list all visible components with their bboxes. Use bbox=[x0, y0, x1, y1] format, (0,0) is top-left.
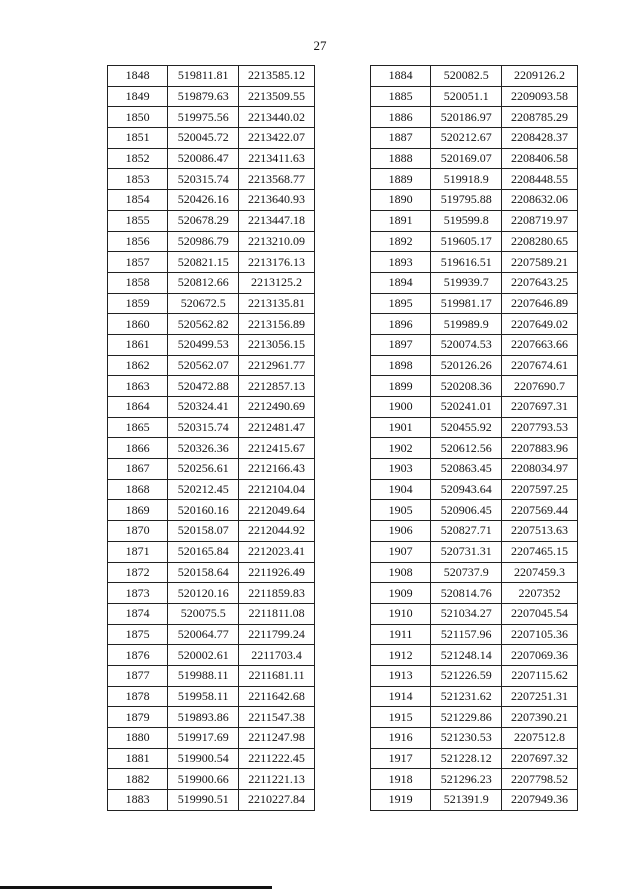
y-coordinate-cell: 2212481.47 bbox=[239, 417, 315, 438]
table-row bbox=[108, 272, 315, 293]
table-row bbox=[108, 107, 315, 128]
x-coordinate-cell: 520241.01 bbox=[431, 397, 502, 418]
y-coordinate-cell: 2213568.77 bbox=[239, 169, 315, 190]
table-row bbox=[108, 355, 315, 376]
point-number-cell: 1910 bbox=[371, 603, 431, 624]
y-coordinate-cell: 2208280.65 bbox=[502, 231, 578, 252]
table-row bbox=[371, 148, 578, 169]
table-row bbox=[108, 376, 315, 397]
x-coordinate-cell: 520315.74 bbox=[168, 417, 239, 438]
y-coordinate-cell: 2211221.13 bbox=[239, 769, 315, 790]
point-number-cell: 1873 bbox=[108, 583, 168, 604]
table-row bbox=[108, 417, 315, 438]
table-row bbox=[371, 397, 578, 418]
table-row bbox=[371, 479, 578, 500]
point-number-cell: 1866 bbox=[108, 438, 168, 459]
y-coordinate-cell: 2211926.49 bbox=[239, 562, 315, 583]
point-number-cell: 1857 bbox=[108, 252, 168, 273]
table-row bbox=[371, 86, 578, 107]
y-coordinate-cell: 2207513.63 bbox=[502, 521, 578, 542]
point-number-cell: 1893 bbox=[371, 252, 431, 273]
y-coordinate-cell: 2213156.89 bbox=[239, 314, 315, 335]
point-number-cell: 1891 bbox=[371, 210, 431, 231]
y-coordinate-cell: 2211222.45 bbox=[239, 748, 315, 769]
table-row bbox=[108, 86, 315, 107]
y-coordinate-cell: 2207390.21 bbox=[502, 707, 578, 728]
point-number-cell: 1859 bbox=[108, 293, 168, 314]
y-coordinate-cell: 2213411.63 bbox=[239, 148, 315, 169]
table-row bbox=[108, 645, 315, 666]
table-row bbox=[371, 624, 578, 645]
x-coordinate-cell: 519917.69 bbox=[168, 728, 239, 749]
x-coordinate-cell: 520814.76 bbox=[431, 583, 502, 604]
x-coordinate-cell: 521230.53 bbox=[431, 728, 502, 749]
table-row bbox=[108, 603, 315, 624]
table-row bbox=[371, 417, 578, 438]
table-row bbox=[108, 231, 315, 252]
point-number-cell: 1907 bbox=[371, 541, 431, 562]
x-coordinate-cell: 520075.5 bbox=[168, 603, 239, 624]
table-row bbox=[371, 252, 578, 273]
y-coordinate-cell: 2207883.96 bbox=[502, 438, 578, 459]
table-row bbox=[371, 66, 578, 87]
x-coordinate-cell: 520326.36 bbox=[168, 438, 239, 459]
x-coordinate-cell: 519879.63 bbox=[168, 86, 239, 107]
y-coordinate-cell: 2212044.92 bbox=[239, 521, 315, 542]
table-row bbox=[108, 314, 315, 335]
x-coordinate-cell: 520045.72 bbox=[168, 128, 239, 149]
point-number-cell: 1867 bbox=[108, 459, 168, 480]
table-row bbox=[108, 190, 315, 211]
y-coordinate-cell: 2213210.09 bbox=[239, 231, 315, 252]
x-coordinate-cell: 520324.41 bbox=[168, 397, 239, 418]
x-coordinate-cell: 520169.07 bbox=[431, 148, 502, 169]
point-number-cell: 1888 bbox=[371, 148, 431, 169]
y-coordinate-cell: 2208448.55 bbox=[502, 169, 578, 190]
table-row bbox=[108, 397, 315, 418]
x-coordinate-cell: 519900.54 bbox=[168, 748, 239, 769]
coordinates-table-left bbox=[107, 65, 315, 811]
x-coordinate-cell: 519893.86 bbox=[168, 707, 239, 728]
y-coordinate-cell: 2209093.58 bbox=[502, 86, 578, 107]
point-number-cell: 1883 bbox=[108, 790, 168, 811]
x-coordinate-cell: 520212.45 bbox=[168, 479, 239, 500]
x-coordinate-cell: 520678.29 bbox=[168, 210, 239, 231]
y-coordinate-cell: 2213640.93 bbox=[239, 190, 315, 211]
point-number-cell: 1856 bbox=[108, 231, 168, 252]
y-coordinate-cell: 2207697.31 bbox=[502, 397, 578, 418]
y-coordinate-cell: 2207674.61 bbox=[502, 355, 578, 376]
table-row bbox=[108, 479, 315, 500]
table-row bbox=[371, 707, 578, 728]
table-row bbox=[108, 210, 315, 231]
y-coordinate-cell: 2213056.15 bbox=[239, 334, 315, 355]
table-row bbox=[108, 707, 315, 728]
table-row bbox=[108, 500, 315, 521]
point-number-cell: 1913 bbox=[371, 665, 431, 686]
point-number-cell: 1919 bbox=[371, 790, 431, 811]
x-coordinate-cell: 520426.16 bbox=[168, 190, 239, 211]
y-coordinate-cell: 2207690.7 bbox=[502, 376, 578, 397]
y-coordinate-cell: 2212961.77 bbox=[239, 355, 315, 376]
table-row bbox=[371, 769, 578, 790]
y-coordinate-cell: 2208719.97 bbox=[502, 210, 578, 231]
point-number-cell: 1892 bbox=[371, 231, 431, 252]
point-number-cell: 1872 bbox=[108, 562, 168, 583]
table-row bbox=[371, 665, 578, 686]
y-coordinate-cell: 2208785.29 bbox=[502, 107, 578, 128]
point-number-cell: 1868 bbox=[108, 479, 168, 500]
y-coordinate-cell: 2213135.81 bbox=[239, 293, 315, 314]
point-number-cell: 1852 bbox=[108, 148, 168, 169]
point-number-cell: 1906 bbox=[371, 521, 431, 542]
y-coordinate-cell: 2208428.37 bbox=[502, 128, 578, 149]
table-row bbox=[371, 583, 578, 604]
x-coordinate-cell: 520064.77 bbox=[168, 624, 239, 645]
x-coordinate-cell: 521229.86 bbox=[431, 707, 502, 728]
point-number-cell: 1898 bbox=[371, 355, 431, 376]
point-number-cell: 1908 bbox=[371, 562, 431, 583]
point-number-cell: 1916 bbox=[371, 728, 431, 749]
y-coordinate-cell: 2211681.11 bbox=[239, 665, 315, 686]
table-row bbox=[371, 438, 578, 459]
y-coordinate-cell: 2207589.21 bbox=[502, 252, 578, 273]
table-row bbox=[108, 66, 315, 87]
x-coordinate-cell: 520827.71 bbox=[431, 521, 502, 542]
table-row bbox=[371, 541, 578, 562]
footer-rule bbox=[0, 886, 272, 889]
table-row bbox=[108, 252, 315, 273]
point-number-cell: 1855 bbox=[108, 210, 168, 231]
table-row bbox=[108, 541, 315, 562]
table-row bbox=[108, 748, 315, 769]
y-coordinate-cell: 2213585.12 bbox=[239, 66, 315, 87]
y-coordinate-cell: 2207352 bbox=[502, 583, 578, 604]
y-coordinate-cell: 2213422.07 bbox=[239, 128, 315, 149]
x-coordinate-cell: 519605.17 bbox=[431, 231, 502, 252]
x-coordinate-cell: 520120.16 bbox=[168, 583, 239, 604]
x-coordinate-cell: 520158.64 bbox=[168, 562, 239, 583]
point-number-cell: 1895 bbox=[371, 293, 431, 314]
x-coordinate-cell: 520612.56 bbox=[431, 438, 502, 459]
table-row bbox=[371, 748, 578, 769]
point-number-cell: 1887 bbox=[371, 128, 431, 149]
y-coordinate-cell: 2213440.02 bbox=[239, 107, 315, 128]
point-number-cell: 1854 bbox=[108, 190, 168, 211]
point-number-cell: 1909 bbox=[371, 583, 431, 604]
y-coordinate-cell: 2211547.38 bbox=[239, 707, 315, 728]
x-coordinate-cell: 520986.79 bbox=[168, 231, 239, 252]
y-coordinate-cell: 2211642.68 bbox=[239, 686, 315, 707]
table-row bbox=[371, 376, 578, 397]
x-coordinate-cell: 521157.96 bbox=[431, 624, 502, 645]
point-number-cell: 1849 bbox=[108, 86, 168, 107]
table-row bbox=[371, 190, 578, 211]
point-number-cell: 1890 bbox=[371, 190, 431, 211]
y-coordinate-cell: 2208406.58 bbox=[502, 148, 578, 169]
point-number-cell: 1917 bbox=[371, 748, 431, 769]
y-coordinate-cell: 2207649.02 bbox=[502, 314, 578, 335]
table-row bbox=[371, 603, 578, 624]
table-row bbox=[108, 293, 315, 314]
x-coordinate-cell: 520212.67 bbox=[431, 128, 502, 149]
x-coordinate-cell: 519795.88 bbox=[431, 190, 502, 211]
x-coordinate-cell: 520002.61 bbox=[168, 645, 239, 666]
x-coordinate-cell: 520672.5 bbox=[168, 293, 239, 314]
x-coordinate-cell: 520074.53 bbox=[431, 334, 502, 355]
point-number-cell: 1900 bbox=[371, 397, 431, 418]
table-row bbox=[371, 293, 578, 314]
table-row bbox=[371, 314, 578, 335]
coordinates-table-right bbox=[370, 65, 578, 811]
table-row bbox=[108, 769, 315, 790]
x-coordinate-cell: 520906.45 bbox=[431, 500, 502, 521]
x-coordinate-cell: 521248.14 bbox=[431, 645, 502, 666]
x-coordinate-cell: 519599.8 bbox=[431, 210, 502, 231]
y-coordinate-cell: 2213447.18 bbox=[239, 210, 315, 231]
x-coordinate-cell: 521231.62 bbox=[431, 686, 502, 707]
y-coordinate-cell: 2207465.15 bbox=[502, 541, 578, 562]
point-number-cell: 1880 bbox=[108, 728, 168, 749]
table-row bbox=[371, 355, 578, 376]
y-coordinate-cell: 2212415.67 bbox=[239, 438, 315, 459]
point-number-cell: 1884 bbox=[371, 66, 431, 87]
table-row bbox=[108, 521, 315, 542]
point-number-cell: 1882 bbox=[108, 769, 168, 790]
point-number-cell: 1862 bbox=[108, 355, 168, 376]
x-coordinate-cell: 520562.82 bbox=[168, 314, 239, 335]
x-coordinate-cell: 519958.11 bbox=[168, 686, 239, 707]
x-coordinate-cell: 519988.11 bbox=[168, 665, 239, 686]
x-coordinate-cell: 520082.5 bbox=[431, 66, 502, 87]
point-number-cell: 1861 bbox=[108, 334, 168, 355]
point-number-cell: 1918 bbox=[371, 769, 431, 790]
table-row bbox=[108, 438, 315, 459]
x-coordinate-cell: 520499.53 bbox=[168, 334, 239, 355]
table-row bbox=[108, 665, 315, 686]
x-coordinate-cell: 520737.9 bbox=[431, 562, 502, 583]
point-number-cell: 1911 bbox=[371, 624, 431, 645]
point-number-cell: 1881 bbox=[108, 748, 168, 769]
table-row bbox=[371, 334, 578, 355]
table-row bbox=[108, 334, 315, 355]
x-coordinate-cell: 519918.9 bbox=[431, 169, 502, 190]
y-coordinate-cell: 2207949.36 bbox=[502, 790, 578, 811]
table-row bbox=[371, 169, 578, 190]
x-coordinate-cell: 520126.26 bbox=[431, 355, 502, 376]
table-row bbox=[371, 645, 578, 666]
point-number-cell: 1904 bbox=[371, 479, 431, 500]
x-coordinate-cell: 520165.84 bbox=[168, 541, 239, 562]
point-number-cell: 1886 bbox=[371, 107, 431, 128]
table-row bbox=[108, 686, 315, 707]
x-coordinate-cell: 519990.51 bbox=[168, 790, 239, 811]
point-number-cell: 1876 bbox=[108, 645, 168, 666]
point-number-cell: 1877 bbox=[108, 665, 168, 686]
y-coordinate-cell: 2207069.36 bbox=[502, 645, 578, 666]
y-coordinate-cell: 2211811.08 bbox=[239, 603, 315, 624]
table-row bbox=[371, 728, 578, 749]
x-coordinate-cell: 519975.56 bbox=[168, 107, 239, 128]
point-number-cell: 1860 bbox=[108, 314, 168, 335]
table-row bbox=[108, 624, 315, 645]
y-coordinate-cell: 2212049.64 bbox=[239, 500, 315, 521]
table-row bbox=[371, 231, 578, 252]
y-coordinate-cell: 2213509.55 bbox=[239, 86, 315, 107]
x-coordinate-cell: 520256.61 bbox=[168, 459, 239, 480]
x-coordinate-cell: 521296.23 bbox=[431, 769, 502, 790]
y-coordinate-cell: 2208632.06 bbox=[502, 190, 578, 211]
x-coordinate-cell: 519900.66 bbox=[168, 769, 239, 790]
point-number-cell: 1878 bbox=[108, 686, 168, 707]
x-coordinate-cell: 519811.81 bbox=[168, 66, 239, 87]
table-row bbox=[108, 562, 315, 583]
y-coordinate-cell: 2212023.41 bbox=[239, 541, 315, 562]
table-row bbox=[108, 790, 315, 811]
x-coordinate-cell: 520731.31 bbox=[431, 541, 502, 562]
x-coordinate-cell: 521391.9 bbox=[431, 790, 502, 811]
y-coordinate-cell: 2207105.36 bbox=[502, 624, 578, 645]
x-coordinate-cell: 519989.9 bbox=[431, 314, 502, 335]
point-number-cell: 1858 bbox=[108, 272, 168, 293]
point-number-cell: 1889 bbox=[371, 169, 431, 190]
point-number-cell: 1864 bbox=[108, 397, 168, 418]
y-coordinate-cell: 2212857.13 bbox=[239, 376, 315, 397]
x-coordinate-cell: 520186.97 bbox=[431, 107, 502, 128]
point-number-cell: 1863 bbox=[108, 376, 168, 397]
table-row bbox=[108, 728, 315, 749]
point-number-cell: 1875 bbox=[108, 624, 168, 645]
point-number-cell: 1874 bbox=[108, 603, 168, 624]
point-number-cell: 1865 bbox=[108, 417, 168, 438]
y-coordinate-cell: 2207793.53 bbox=[502, 417, 578, 438]
point-number-cell: 1915 bbox=[371, 707, 431, 728]
point-number-cell: 1903 bbox=[371, 459, 431, 480]
y-coordinate-cell: 2207115.62 bbox=[502, 665, 578, 686]
table-row bbox=[371, 790, 578, 811]
y-coordinate-cell: 2208034.97 bbox=[502, 459, 578, 480]
y-coordinate-cell: 2213125.2 bbox=[239, 272, 315, 293]
y-coordinate-cell: 2213176.13 bbox=[239, 252, 315, 273]
y-coordinate-cell: 2212104.04 bbox=[239, 479, 315, 500]
point-number-cell: 1902 bbox=[371, 438, 431, 459]
x-coordinate-cell: 520472.88 bbox=[168, 376, 239, 397]
y-coordinate-cell: 2212490.69 bbox=[239, 397, 315, 418]
table-row bbox=[108, 148, 315, 169]
x-coordinate-cell: 520562.07 bbox=[168, 355, 239, 376]
x-coordinate-cell: 520315.74 bbox=[168, 169, 239, 190]
table-row bbox=[108, 169, 315, 190]
table-row bbox=[371, 521, 578, 542]
y-coordinate-cell: 2211799.24 bbox=[239, 624, 315, 645]
x-coordinate-cell: 520208.36 bbox=[431, 376, 502, 397]
y-coordinate-cell: 2207251.31 bbox=[502, 686, 578, 707]
x-coordinate-cell: 519939.7 bbox=[431, 272, 502, 293]
point-number-cell: 1894 bbox=[371, 272, 431, 293]
point-number-cell: 1899 bbox=[371, 376, 431, 397]
y-coordinate-cell: 2211703.4 bbox=[239, 645, 315, 666]
y-coordinate-cell: 2211859.83 bbox=[239, 583, 315, 604]
y-coordinate-cell: 2207646.89 bbox=[502, 293, 578, 314]
y-coordinate-cell: 2207045.54 bbox=[502, 603, 578, 624]
y-coordinate-cell: 2207798.52 bbox=[502, 769, 578, 790]
table-row bbox=[371, 128, 578, 149]
x-coordinate-cell: 520160.16 bbox=[168, 500, 239, 521]
point-number-cell: 1901 bbox=[371, 417, 431, 438]
y-coordinate-cell: 2207663.66 bbox=[502, 334, 578, 355]
x-coordinate-cell: 521034.27 bbox=[431, 603, 502, 624]
y-coordinate-cell: 2207459.3 bbox=[502, 562, 578, 583]
x-coordinate-cell: 520158.07 bbox=[168, 521, 239, 542]
table-row bbox=[108, 459, 315, 480]
point-number-cell: 1850 bbox=[108, 107, 168, 128]
point-number-cell: 1851 bbox=[108, 128, 168, 149]
table-row bbox=[371, 107, 578, 128]
point-number-cell: 1905 bbox=[371, 500, 431, 521]
point-number-cell: 1912 bbox=[371, 645, 431, 666]
page-number: 27 bbox=[313, 38, 327, 53]
y-coordinate-cell: 2211247.98 bbox=[239, 728, 315, 749]
x-coordinate-cell: 520086.47 bbox=[168, 148, 239, 169]
table-row bbox=[108, 128, 315, 149]
point-number-cell: 1885 bbox=[371, 86, 431, 107]
x-coordinate-cell: 521226.59 bbox=[431, 665, 502, 686]
point-number-cell: 1914 bbox=[371, 686, 431, 707]
table-row bbox=[371, 210, 578, 231]
y-coordinate-cell: 2212166.43 bbox=[239, 459, 315, 480]
y-coordinate-cell: 2207512.8 bbox=[502, 728, 578, 749]
x-coordinate-cell: 520821.15 bbox=[168, 252, 239, 273]
x-coordinate-cell: 519616.51 bbox=[431, 252, 502, 273]
x-coordinate-cell: 520455.92 bbox=[431, 417, 502, 438]
y-coordinate-cell: 2207569.44 bbox=[502, 500, 578, 521]
x-coordinate-cell: 520943.64 bbox=[431, 479, 502, 500]
point-number-cell: 1870 bbox=[108, 521, 168, 542]
x-coordinate-cell: 519981.17 bbox=[431, 293, 502, 314]
table-row bbox=[108, 583, 315, 604]
table-row bbox=[371, 459, 578, 480]
table-row bbox=[371, 686, 578, 707]
table-row bbox=[371, 272, 578, 293]
x-coordinate-cell: 520812.66 bbox=[168, 272, 239, 293]
table-row bbox=[371, 562, 578, 583]
point-number-cell: 1879 bbox=[108, 707, 168, 728]
y-coordinate-cell: 2207643.25 bbox=[502, 272, 578, 293]
x-coordinate-cell: 520051.1 bbox=[431, 86, 502, 107]
point-number-cell: 1848 bbox=[108, 66, 168, 87]
point-number-cell: 1853 bbox=[108, 169, 168, 190]
x-coordinate-cell: 520863.45 bbox=[431, 459, 502, 480]
point-number-cell: 1871 bbox=[108, 541, 168, 562]
table-row bbox=[371, 500, 578, 521]
point-number-cell: 1869 bbox=[108, 500, 168, 521]
x-coordinate-cell: 521228.12 bbox=[431, 748, 502, 769]
y-coordinate-cell: 2210227.84 bbox=[239, 790, 315, 811]
point-number-cell: 1896 bbox=[371, 314, 431, 335]
point-number-cell: 1897 bbox=[371, 334, 431, 355]
y-coordinate-cell: 2207597.25 bbox=[502, 479, 578, 500]
y-coordinate-cell: 2207697.32 bbox=[502, 748, 578, 769]
y-coordinate-cell: 2209126.2 bbox=[502, 66, 578, 87]
